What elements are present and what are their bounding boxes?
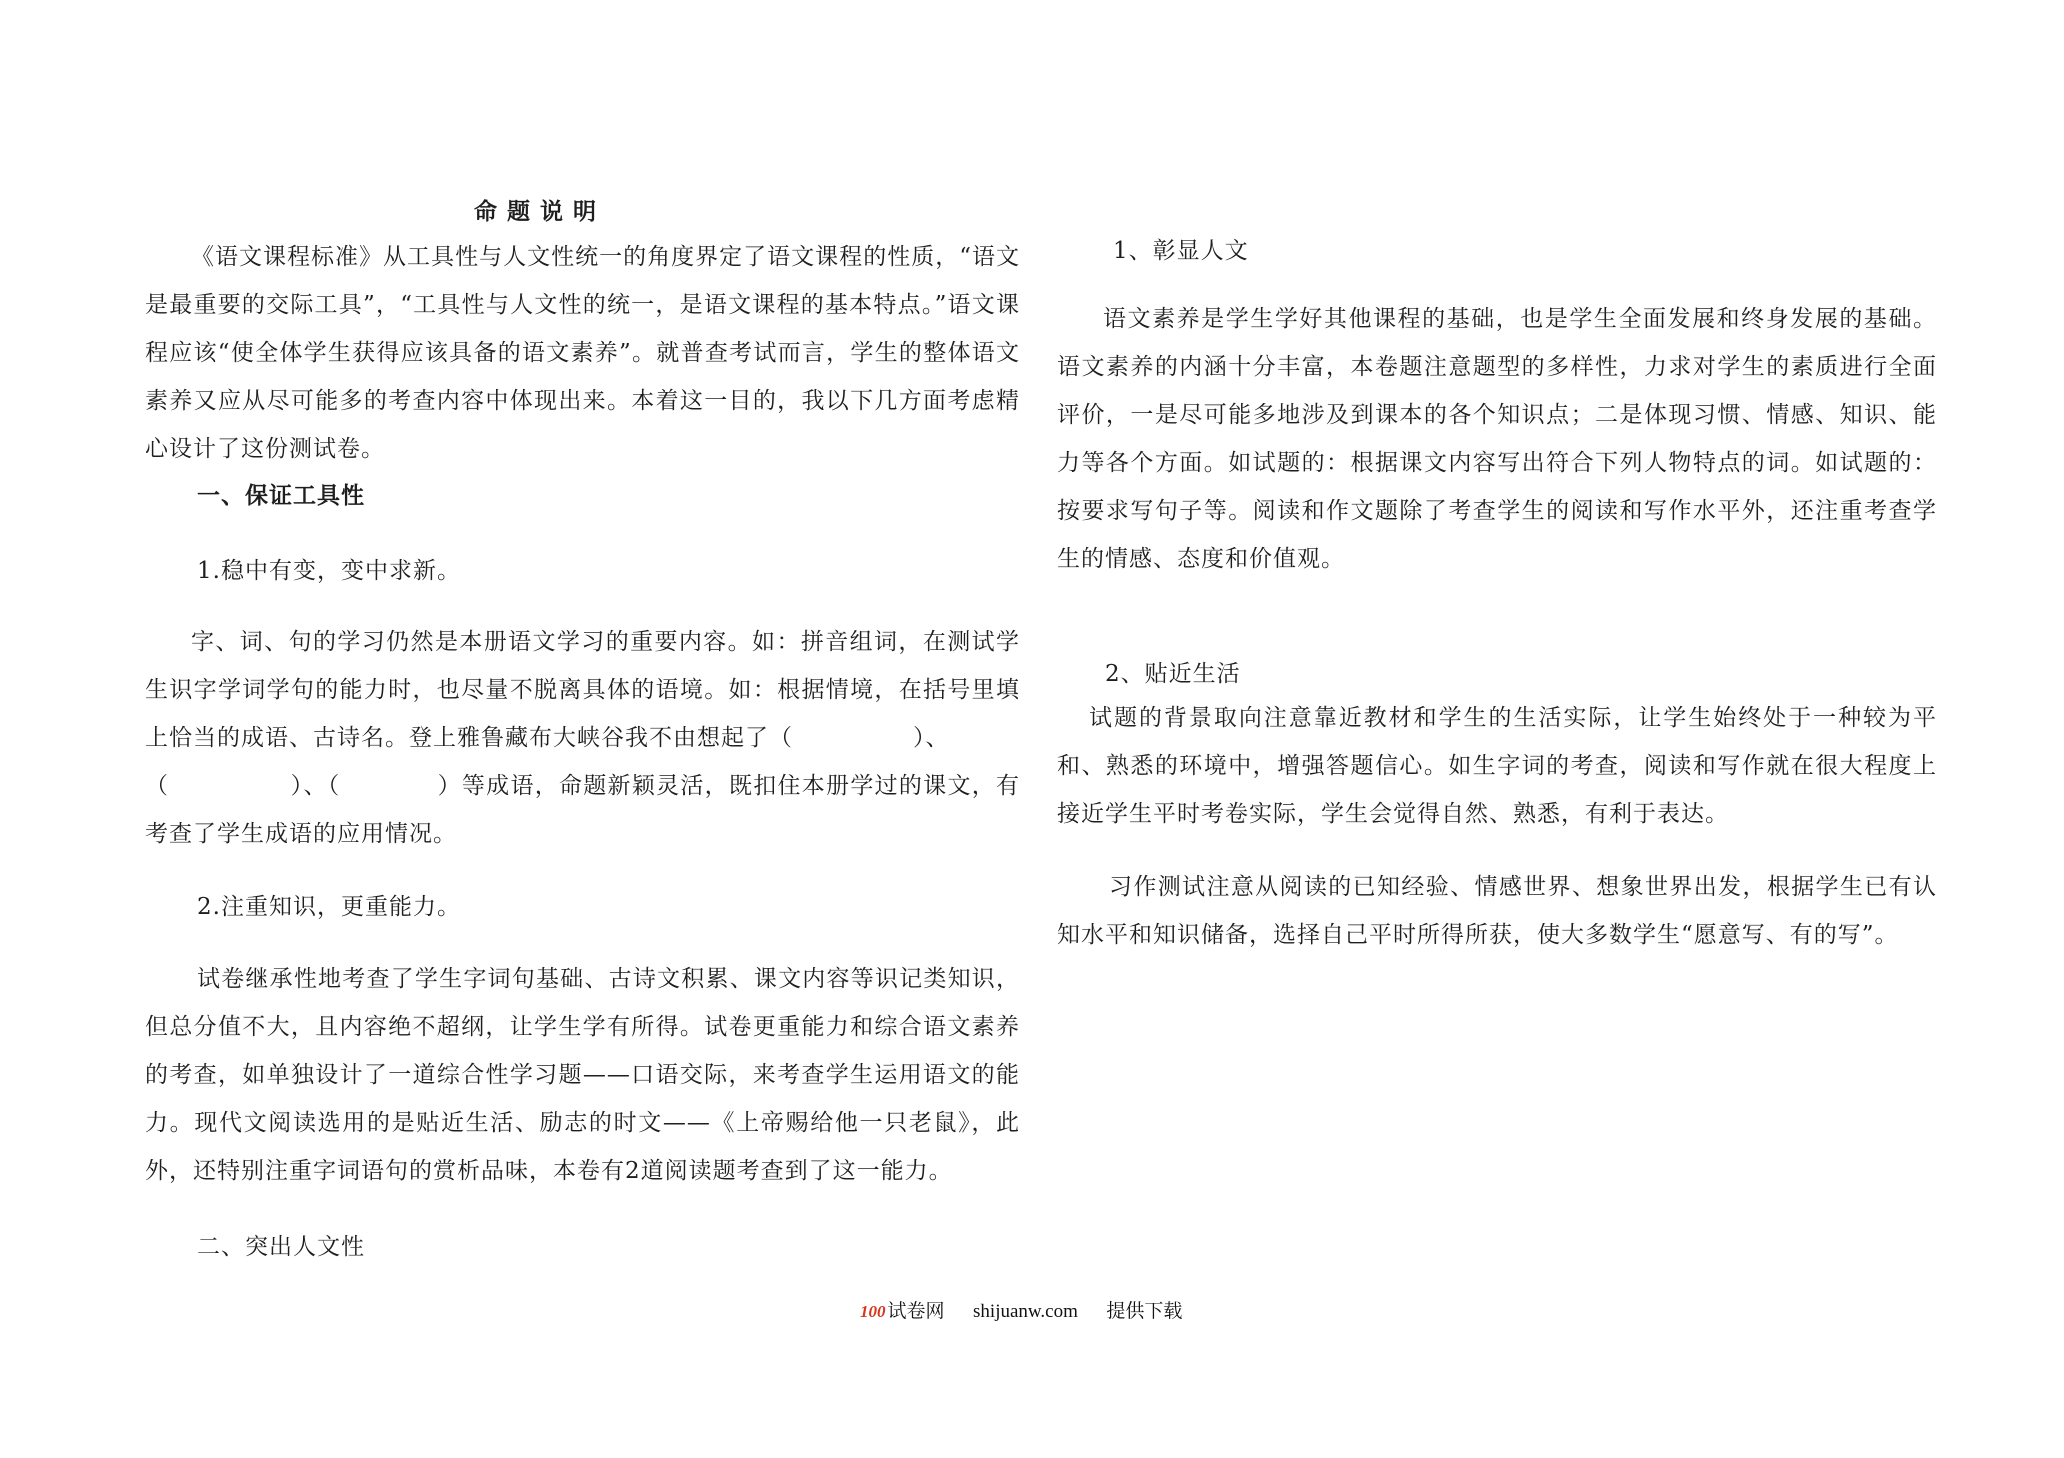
subheading-2: 2.注重知识，更重能力。: [197, 894, 461, 920]
download-note: 提供下载: [1106, 1301, 1183, 1322]
intro-paragraph: 《语文课程标准》从工具性与人文性统一的角度界定了语文课程的性质，“语文是最重要的交际工具”，“工具性与人文性的统一，是语文课程的基本特点。”语文课程应该“使全体学生获得应该具备的语文素养”。就普查考试而言，学生的整体语文素养又应从尽可能多的考查内容中体现出来。本着这一目的，我以下几方面考虑精心设计了这份测试卷。: [145, 244, 1020, 462]
subheading-right-2: 2、贴近生活: [1105, 661, 1241, 687]
footer: [860, 1296, 1182, 1323]
paragraph-writing: 习作测试注意从阅读的已知经验、情感世界、想象世界出发，根据学生已有认知水平和知识储备，选择自己平时所得所获，使大多数学生“愿意写、有的写”。: [1057, 874, 1937, 948]
subheading-1: 1.稳中有变，变中求新。: [197, 558, 461, 584]
paragraph-literacy: 语文素养是学生学好其他课程的基础，也是学生全面发展和终身发展的基础。语文素养的内涵十分丰富，本卷题注意题型的多样性，力求对学生的素质进行全面评价，一是尽可能多地涉及到课本的各个知识点；二是体现习惯、情感、知识、能力等各个方面。如试题的：根据课文内容写出符合下列人物特点的词。如试题的：按要求写句子等。阅读和作文题除了考查学生的阅读和写作水平外，还注重考查学生的情感、态度和价值观。: [1057, 306, 1937, 572]
site-url[interactable]: shijuanw.com: [973, 1301, 1078, 1322]
logo-100: 100: [860, 1302, 886, 1321]
page-title: 命题说明: [474, 198, 606, 225]
paragraph-vocabulary-cont: （ ）、（ ）等成语，命题新颖灵活，既扣住本册学过的课文，有考查了学生成语的应用情况。: [145, 773, 1020, 847]
subheading-right-1: 1、彰显人文: [1113, 238, 1249, 264]
section-heading-tool: 一、保证工具性: [197, 482, 365, 509]
paragraph-ability: 试卷继承性地考查了学生字词句基础、古诗文积累、课文内容等识记类知识，但总分值不大，且内容绝不超纲，让学生学有所得。试卷更重能力和综合语文素养的考查，如单独设计了一道综合性学习题——口语交际，来考查学生运用语文的能力。现代文阅读选用的是贴近生活、励志的时文——《上帝赐给他一只老鼠》，此外，还特别注重字词语句的赏析品味，本卷有2道阅读题考查到了这一能力。: [145, 966, 1020, 1184]
site-name: 试卷网: [887, 1301, 945, 1322]
paragraph-vocabulary: 字、词、句的学习仍然是本册语文学习的重要内容。如：拼音组词，在测试学生识字学词学句的能力时，也尽量不脱离具体的语境。如：根据情境，在括号里填上恰当的成语、古诗名。登上雅鲁藏布大峡谷我不由想起了（ ）、: [145, 629, 1020, 751]
paragraph-life: 试题的背景取向注意靠近教材和学生的生活实际，让学生始终处于一种较为平和、熟悉的环境中，增强答题信心。如生字词的考查，阅读和写作就在很大程度上接近学生平时考卷实际，学生会觉得自然、熟悉，有利于表达。: [1057, 705, 1937, 827]
section-heading-humanity: 二、突出人文性: [197, 1234, 365, 1260]
